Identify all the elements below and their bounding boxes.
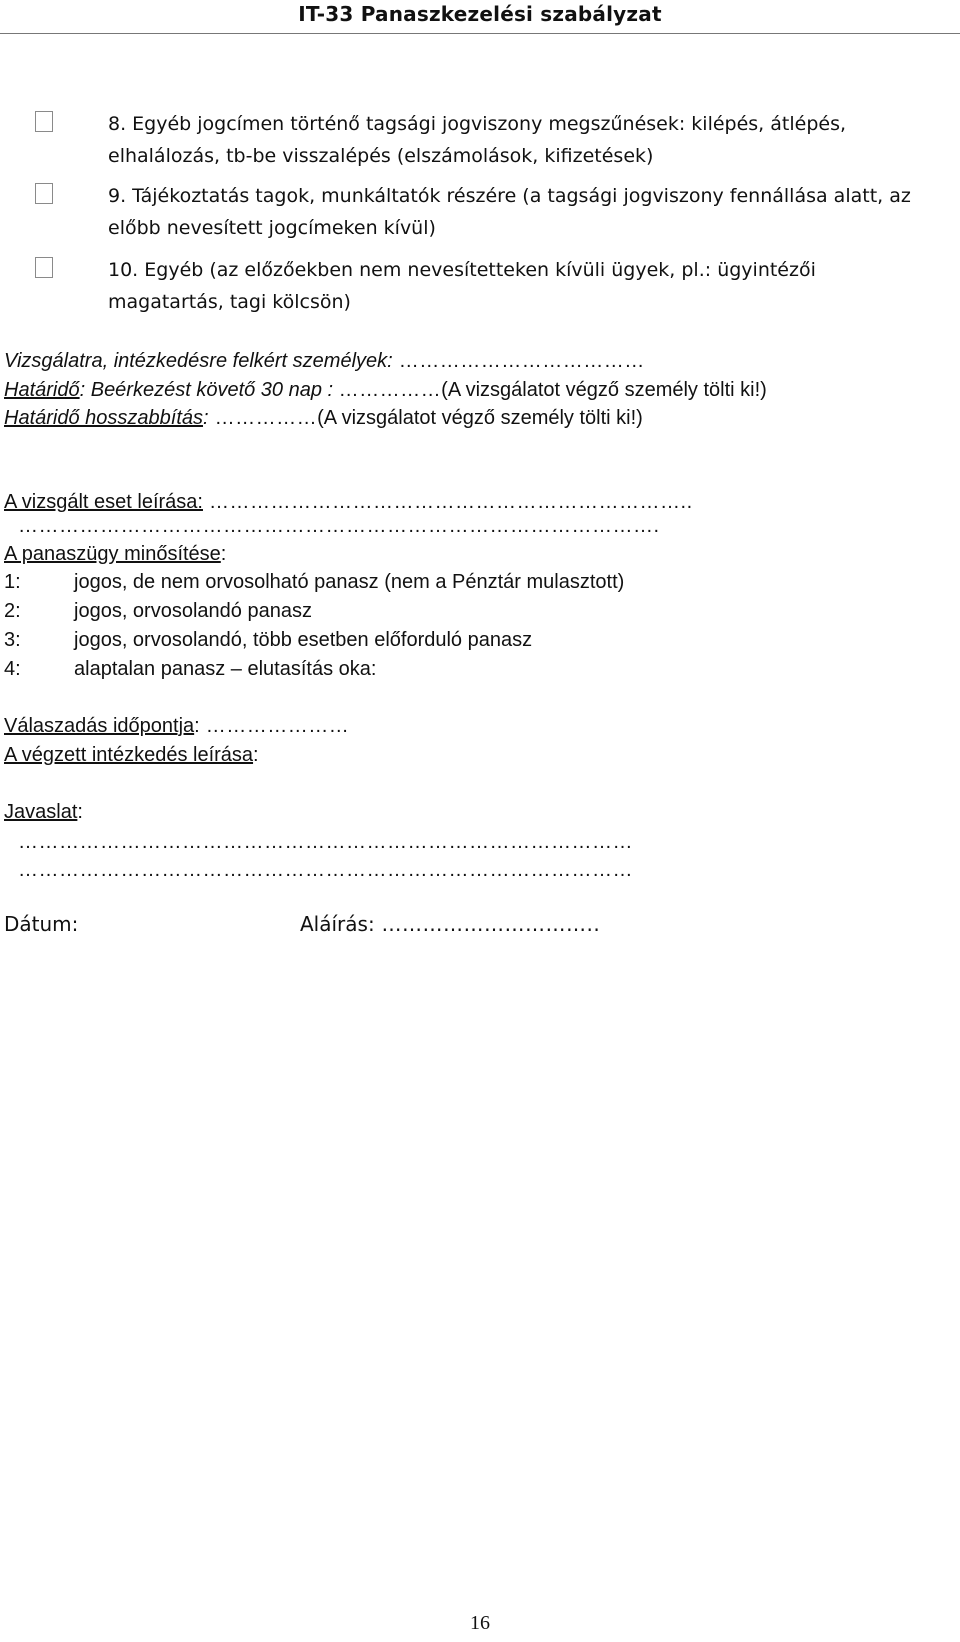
persons-label: Vizsgálatra, intézkedésre felkért személyek: <box>4 350 393 372</box>
case-description-dots-line <box>18 512 660 540</box>
case-description-label: A vizsgált eset leírása: <box>4 491 203 513</box>
proposal-label: Javaslat <box>4 801 78 823</box>
header-divider <box>0 33 960 34</box>
classification-colon: : <box>220 543 227 565</box>
extension-note: (A vizsgálatot végző személy tölti ki!) <box>317 407 643 429</box>
page-number: 16 <box>470 1612 490 1634</box>
proposal-dots-2: ……………………………………………………………………………… <box>18 859 633 881</box>
extension-line <box>4 404 643 432</box>
proposal-colon: : <box>77 801 83 823</box>
case-description-dots: …………………………………………………………….. <box>202 491 693 513</box>
option-text: alaptalan panasz – elutasítás oka: <box>74 658 377 680</box>
checklist-item-line: elhalálozás, tb-be visszalépés (elszámolások, kifizetések) <box>108 145 654 167</box>
extension-label: Határidő hosszabbítás <box>4 407 204 429</box>
checklist-item-line: 10. Egyéb (az előzőekben nem nevesítetteken kívüli ügyek, pl.: ügyintézői <box>108 259 816 281</box>
signature-dots: ………………………….. <box>374 912 601 936</box>
deadline-note: (A vizsgálatot végző személy tölti ki!) <box>441 379 767 401</box>
checklist-item-line: magatartás, tagi kölcsön) <box>108 291 351 313</box>
option-number: 1: <box>4 571 21 593</box>
deadline-text: : Beérkezést követő 30 nap : <box>79 379 339 401</box>
deadline-fill-dots: …………… <box>338 379 442 401</box>
option-text: jogos, orvosolandó, több esetben előforduló panasz <box>74 629 533 651</box>
proposal-dots-1: ……………………………………………………………………………… <box>18 831 633 853</box>
signature-label: Aláírás: <box>300 912 375 936</box>
measure-colon: : <box>253 744 259 766</box>
persons-fill-dots: ……………………………… <box>392 350 645 372</box>
option-number: 3: <box>4 629 21 651</box>
checkbox[interactable] <box>35 111 53 132</box>
date-label: Dátum: <box>4 912 79 936</box>
extension-fill-dots: …………… <box>208 407 318 429</box>
checklist-item-line: előbb nevesített jogcímeken kívül) <box>108 217 436 239</box>
option-text: jogos, de nem orvosolható panasz (nem a Pénztár mulasztott) <box>74 571 625 593</box>
option-number: 2: <box>4 600 21 622</box>
page-header-title: IT-33 Panaszkezelési szabályzat <box>298 2 662 26</box>
measure-line <box>4 741 259 769</box>
response-date-colon: : <box>194 715 200 737</box>
classification-option <box>4 626 532 654</box>
option-number: 4: <box>4 658 21 680</box>
investigation-persons-line <box>4 347 645 375</box>
deadline-label: Határidő <box>4 379 80 401</box>
classification-option <box>4 568 624 596</box>
checklist-item-text <box>108 180 938 244</box>
response-date-label: Válaszadás időpontja <box>4 715 195 737</box>
classification-label: A panaszügy minősítése <box>4 543 221 565</box>
measure-label: A végzett intézkedés leírása <box>4 744 254 766</box>
deadline-line <box>4 376 767 404</box>
checklist-item-text <box>108 254 938 318</box>
classification-option <box>4 597 312 625</box>
checklist-item-line: 9. Tájékoztatás tagok, munkáltatók részére (a tagsági jogviszony fennállása alatt, az <box>108 185 911 207</box>
option-text: jogos, orvosolandó panasz <box>74 600 312 622</box>
checkbox[interactable] <box>35 183 53 204</box>
response-date-line <box>4 712 349 740</box>
response-date-dots: ………………… <box>199 715 350 737</box>
classification-option <box>4 655 376 683</box>
case-description-dots-2: …………………………………………………………………………………. <box>18 515 660 537</box>
proposal-dots-line <box>18 856 633 884</box>
proposal-dots-line <box>18 828 633 856</box>
extension-colon: : <box>203 407 209 429</box>
checklist-item-line: 8. Egyéb jogcímen történő tagsági jogviszony megszűnések: kilépés, átlépés, <box>108 113 847 135</box>
checkbox[interactable] <box>35 257 53 278</box>
classification-line <box>4 540 226 568</box>
checklist-item-text <box>108 108 938 172</box>
proposal-line <box>4 798 83 826</box>
signature-field <box>300 910 600 938</box>
